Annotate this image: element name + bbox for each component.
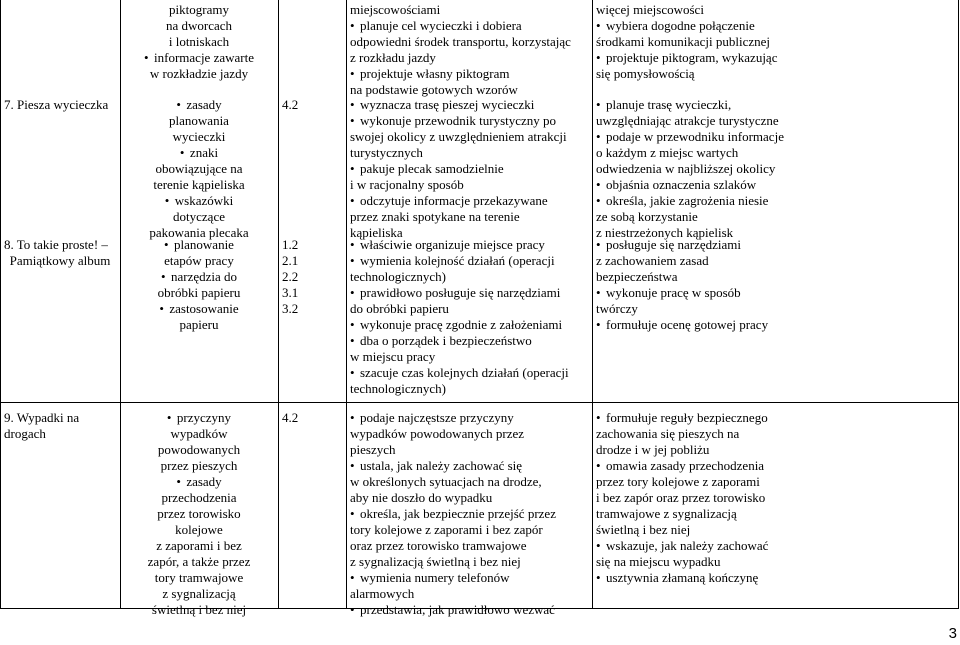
list-item <box>350 586 590 602</box>
list-item <box>596 253 956 269</box>
list-item-text: technologicznych) <box>350 381 447 396</box>
list-item <box>121 193 277 209</box>
list-item <box>596 161 956 177</box>
list-item-text: uwzględniając atrakcje turystyczne <box>596 113 779 128</box>
list-item-text: w określonych sytuacjach na drodze, <box>350 474 542 489</box>
list-item <box>350 410 590 426</box>
requirement-code: 3.1 <box>282 285 299 300</box>
list-item <box>350 2 590 18</box>
bullet-icon: • <box>144 50 149 65</box>
list-item-text: wypadków <box>170 426 228 441</box>
list-item <box>121 554 277 570</box>
row9-basic-cell <box>350 410 590 618</box>
list-item-text: formułuje reguły bezpiecznego <box>606 410 768 425</box>
list-item <box>350 177 590 193</box>
bullet-icon: • <box>176 474 181 489</box>
row7-title <box>4 97 120 113</box>
list-item <box>596 426 956 442</box>
bullet-icon: • <box>596 50 601 65</box>
list-item-text: określa, jak bezpiecznie przejść przez <box>360 506 556 521</box>
list-item <box>350 317 590 333</box>
bullet-icon: • <box>596 193 601 208</box>
list-item <box>350 209 590 225</box>
list-item-text: się pomysłowością <box>596 66 695 81</box>
bullet-icon: • <box>350 506 355 521</box>
list-item-text: zapór, a także przez <box>147 554 251 569</box>
list-item-text: znaki <box>189 145 219 160</box>
list-item <box>596 317 956 333</box>
list-item <box>350 66 590 82</box>
list-item <box>596 301 956 317</box>
list-item-text: bezpieczeństwa <box>596 269 678 284</box>
list-item-text: wymienia numery telefonów <box>360 570 510 585</box>
list-item <box>596 209 956 225</box>
requirement-code: 4.2 <box>282 410 299 425</box>
cont-content-cell <box>121 2 277 82</box>
list-item-text: z sygnalizacją <box>162 586 236 601</box>
list-item-text: wycieczki <box>172 129 226 144</box>
list-item <box>350 602 590 618</box>
list-item <box>596 129 956 145</box>
list-item-text: terenie kąpieliska <box>153 177 245 192</box>
list-item-text: miejscowościami <box>350 2 441 17</box>
list-item <box>121 161 277 177</box>
list-item <box>596 570 956 586</box>
topic-title: 8. To takie proste! – <box>4 237 108 252</box>
page-number: 3 <box>948 625 957 642</box>
list-item <box>350 381 590 397</box>
list-item <box>121 209 277 225</box>
list-item <box>121 570 277 586</box>
list-item-text: powodowanych <box>157 442 241 457</box>
list-item <box>596 113 956 129</box>
row7-content-cell <box>121 97 277 241</box>
list-item <box>350 34 590 50</box>
list-item-text: wykonuje przewodnik turystyczny po <box>360 113 557 128</box>
list-item-text: prawidłowo posługuje się narzędziami <box>360 285 561 300</box>
list-item <box>596 34 956 50</box>
list-item-text: oraz przez torowisko tramwajowe <box>350 538 527 553</box>
bullet-icon: • <box>596 317 601 332</box>
list-item <box>350 570 590 586</box>
list-item <box>596 554 956 570</box>
list-item <box>350 458 590 474</box>
list-item <box>596 285 956 301</box>
row8-req-cell <box>282 237 342 317</box>
list-item-text: posługuje się narzędziami <box>606 237 742 252</box>
list-item-text: planuje trasę wycieczki, <box>606 97 732 112</box>
list-item-text: wypadków powodowanych przez <box>350 426 525 441</box>
list-item <box>121 586 277 602</box>
list-item-text: z zachowaniem zasad <box>596 253 709 268</box>
list-item-text: i bez zapór oraz przez torowisko <box>596 490 766 505</box>
list-item-text: zasady <box>186 474 222 489</box>
bullet-icon: • <box>350 285 355 300</box>
requirement-code: 4.2 <box>282 97 299 112</box>
table-divider-col3 <box>346 0 347 608</box>
row8-basic-cell <box>350 237 590 397</box>
bullet-icon: • <box>350 253 355 268</box>
list-item <box>350 426 590 442</box>
bullet-icon: • <box>179 145 185 160</box>
list-item-text: obowiązujące na <box>155 161 243 176</box>
list-item <box>350 490 590 506</box>
row9-req-cell <box>282 410 342 426</box>
list-item-text: wybiera dogodne połączenie <box>606 18 755 33</box>
list-item-text: pakuje plecak samodzielnie <box>360 161 504 176</box>
list-item-text: pieszych <box>350 442 396 457</box>
list-item-text: etapów pracy <box>164 253 234 268</box>
list-item-text: omawia zasady przechodzenia <box>606 458 765 473</box>
list-item-text: zachowania się pieszych na <box>596 426 740 441</box>
list-item <box>350 269 590 285</box>
list-item <box>596 522 956 538</box>
list-item-text: tramwajowe z sygnalizacją <box>596 506 737 521</box>
bullet-icon: • <box>164 237 169 252</box>
bullet-icon: • <box>160 269 166 284</box>
list-item <box>121 113 277 129</box>
list-item-text: odpowiedni środek transportu, korzystając <box>350 34 571 49</box>
list-item <box>596 269 956 285</box>
list-item <box>350 506 590 522</box>
list-item <box>350 97 590 113</box>
list-item <box>350 50 590 66</box>
table-divider-row9 <box>0 402 959 403</box>
table-divider-col4 <box>592 0 593 608</box>
list-item <box>121 410 277 426</box>
topic-title: Pamiątkowy album <box>9 253 111 268</box>
list-item <box>121 253 277 269</box>
list-item <box>121 269 277 285</box>
list-item-text: przedstawia, jak prawidłowo wezwać <box>360 602 555 617</box>
text-line: piktogramy <box>169 2 229 17</box>
list-item <box>350 18 590 34</box>
list-item-text: obróbki papieru <box>157 285 241 300</box>
list-item <box>596 474 956 490</box>
list-item-text: przechodzenia <box>161 490 237 505</box>
list-item <box>596 18 956 34</box>
list-item <box>121 538 277 554</box>
list-item <box>121 145 277 161</box>
list-item <box>350 349 590 365</box>
list-item <box>596 193 956 209</box>
list-item-text: do obróbki papieru <box>350 301 449 316</box>
list-item <box>350 113 590 129</box>
list-item-text: technologicznych) <box>350 269 447 284</box>
list-item <box>596 177 956 193</box>
list-item <box>121 458 277 474</box>
list-item-text: formułuje ocenę gotowej pracy <box>606 317 769 332</box>
bullet-icon: • <box>350 237 355 252</box>
list-item-text: wskazuje, jak należy zachować <box>606 538 769 553</box>
list-item <box>596 2 956 18</box>
requirement-code: 2.2 <box>282 269 299 284</box>
cont-extended-cell <box>596 2 956 82</box>
bullet-icon: • <box>350 333 355 348</box>
list-item-text: odwiedzenia w najbliższej okolicy <box>596 161 776 176</box>
bullet-icon: • <box>596 285 601 300</box>
bullet-icon: • <box>350 570 355 585</box>
list-item <box>350 285 590 301</box>
list-item-text: aby nie doszło do wypadku <box>350 490 493 505</box>
bullet-icon: • <box>350 18 355 33</box>
list-item-text: się na miejscu wypadku <box>596 554 721 569</box>
bullet-icon: • <box>596 538 601 553</box>
list-item-text: pakowania plecaka <box>149 225 249 240</box>
list-item <box>350 193 590 209</box>
list-item-text: z rozkładu jazdy <box>350 50 436 65</box>
bullet-icon: • <box>596 177 601 192</box>
list-item-text: ustala, jak należy zachować się <box>360 458 523 473</box>
list-item <box>596 538 956 554</box>
list-item <box>350 474 590 490</box>
list-item <box>121 522 277 538</box>
list-item-text: przez znaki spotykane na terenie <box>350 209 520 224</box>
row7-extended-cell <box>596 97 956 241</box>
list-item-text: dotyczące <box>173 209 225 224</box>
bullet-icon: • <box>350 602 355 617</box>
cont-basic-cell <box>350 2 590 98</box>
list-item <box>596 442 956 458</box>
list-item-text: dba o porządek i bezpieczeństwo <box>360 333 532 348</box>
list-item-text: i w racjonalny sposób <box>350 177 464 192</box>
text-line: • informacje zawarte <box>144 50 254 65</box>
list-item-text: drodze i w jej pobliżu <box>596 442 710 457</box>
requirement-code: 2.1 <box>282 253 299 268</box>
list-item <box>121 474 277 490</box>
list-item <box>121 177 277 193</box>
requirement-code: 1.2 <box>282 237 299 252</box>
row9-content-cell <box>121 410 277 618</box>
requirement-code: 3.2 <box>282 301 299 316</box>
list-item-text: na podstawie gotowych wzorów <box>350 82 518 97</box>
list-item-text: zastosowanie <box>169 301 239 316</box>
list-item-text: twórczy <box>596 301 638 316</box>
list-item <box>121 490 277 506</box>
list-item-text: kolejowe <box>175 522 223 537</box>
list-item-text: z zaporami i bez <box>156 538 242 553</box>
list-item <box>350 253 590 269</box>
list-item <box>596 490 956 506</box>
list-item <box>596 410 956 426</box>
list-item <box>350 82 590 98</box>
list-item <box>350 129 590 145</box>
list-item <box>121 129 277 145</box>
list-item-text: objaśnia oznaczenia szlaków <box>606 177 757 192</box>
list-item-text: przez tory kolejowe z zaporami <box>596 474 760 489</box>
list-item-text: kąpieliska <box>350 225 403 240</box>
list-item <box>596 458 956 474</box>
list-item <box>596 66 956 82</box>
list-item <box>350 237 590 253</box>
list-item-text: swojej okolicy z uwzględnieniem atrakcji <box>350 129 567 144</box>
bullet-icon: • <box>350 317 355 332</box>
list-item <box>350 161 590 177</box>
bullet-icon: • <box>596 129 601 144</box>
list-item <box>350 145 590 161</box>
list-item-text: o każdym z miejsc wartych <box>596 145 739 160</box>
list-item-text: projektuje piktogram, wykazując <box>606 50 778 65</box>
bullet-icon: • <box>350 113 355 128</box>
list-item <box>121 237 277 253</box>
list-item <box>350 538 590 554</box>
list-item-text: określa, jakie zagrożenia niesie <box>606 193 769 208</box>
list-item-text: z niestrzeżonych kąpielisk <box>596 225 734 240</box>
list-item-text: wskazówki <box>174 193 234 208</box>
list-item-text: alarmowych <box>350 586 415 601</box>
list-item-text: papieru <box>179 317 219 332</box>
list-item-text: świetlną i bez niej <box>151 602 247 617</box>
row7-basic-cell <box>350 97 590 241</box>
bullet-icon: • <box>350 193 355 208</box>
bullet-icon: • <box>350 410 355 425</box>
list-item-text: podaje najczęstsze przyczyny <box>360 410 514 425</box>
list-item <box>121 97 277 113</box>
list-item <box>596 237 956 253</box>
list-item <box>596 506 956 522</box>
list-item <box>350 522 590 538</box>
row9-title <box>4 410 120 442</box>
list-item-text: usztywnia złamaną kończynę <box>606 570 759 585</box>
list-item-text: więcej miejscowości <box>596 2 704 17</box>
bullet-icon: • <box>350 365 355 380</box>
topic-title: drogach <box>4 426 46 441</box>
list-item-text: środkami komunikacji publicznej <box>596 34 771 49</box>
bullet-icon: • <box>164 193 170 208</box>
list-item-text: podaje w przewodniku informacje <box>606 129 784 144</box>
bullet-icon: • <box>350 97 355 112</box>
list-item <box>121 426 277 442</box>
table-border-left <box>0 0 1 608</box>
row8-extended-cell <box>596 237 956 333</box>
row8-content-cell <box>121 237 277 333</box>
list-item <box>121 301 277 317</box>
list-item <box>350 301 590 317</box>
list-item-text: świetlną i bez niej <box>596 522 691 537</box>
row7-req-cell <box>282 97 342 113</box>
bullet-icon: • <box>166 410 172 425</box>
bullet-icon: • <box>350 66 355 81</box>
list-item-text: turystycznych <box>350 145 423 160</box>
list-item-text: zasady <box>186 97 222 112</box>
bullet-icon: • <box>596 410 601 425</box>
bullet-icon: • <box>176 97 181 112</box>
list-item <box>350 365 590 381</box>
bullet-icon: • <box>596 18 601 33</box>
list-item-text: w miejscu pracy <box>350 349 436 364</box>
list-item-text: planuje cel wycieczki i dobiera <box>360 18 522 33</box>
list-item <box>121 317 277 333</box>
list-item-text: przyczyny <box>176 410 232 425</box>
list-item-text: narzędzia do <box>170 269 238 284</box>
list-item <box>121 285 277 301</box>
list-item-text: wykonuje pracę w sposób <box>606 285 741 300</box>
list-item <box>350 554 590 570</box>
table-border-right <box>958 0 959 608</box>
topic-title: 7. Piesza wycieczka <box>4 97 109 112</box>
bullet-icon: • <box>350 161 355 176</box>
list-item <box>596 97 956 113</box>
list-item-text: planowania <box>169 113 229 128</box>
list-item-text: przez torowisko <box>157 506 241 521</box>
list-item <box>121 442 277 458</box>
bullet-icon: • <box>596 237 601 252</box>
list-item <box>121 506 277 522</box>
list-item <box>596 50 956 66</box>
list-item <box>350 333 590 349</box>
list-item-text: tory kolejowe z zaporami i bez zapór <box>350 522 543 537</box>
row8-title <box>4 237 120 269</box>
list-item-text: ze sobą korzystanie <box>596 209 698 224</box>
bullet-icon: • <box>350 458 355 473</box>
list-item-text: z sygnalizacją świetlną i bez niej <box>350 554 521 569</box>
list-item-text: wyznacza trasę pieszej wycieczki <box>360 97 535 112</box>
topic-title: 9. Wypadki na <box>4 410 80 425</box>
table-divider-col2 <box>278 0 279 608</box>
list-item-text: projektuje własny piktogram <box>360 66 510 81</box>
list-item-text: wymienia kolejność działań (operacji <box>360 253 555 268</box>
list-item-text: przez pieszych <box>160 458 238 473</box>
list-item <box>596 145 956 161</box>
list-item-text: odczytuje informacje przekazywane <box>360 193 548 208</box>
list-item-text: planowanie <box>174 237 234 252</box>
row9-extended-cell <box>596 410 956 586</box>
bullet-icon: • <box>596 458 601 473</box>
list-item-text: tory tramwajowe <box>154 570 244 585</box>
list-item <box>121 602 277 618</box>
bullet-icon: • <box>159 301 164 316</box>
list-item-text: właściwie organizuje miejsce pracy <box>360 237 545 252</box>
text-line: i lotniskach <box>168 34 230 49</box>
text-line: w rozkładzie jazdy <box>149 66 249 81</box>
bullet-icon: • <box>596 97 601 112</box>
list-item-text: szacuje czas kolejnych działań (operacji <box>360 365 569 380</box>
text-line: na dworcach <box>165 18 233 33</box>
list-item-text: wykonuje pracę zgodnie z założeniami <box>360 317 563 332</box>
list-item <box>350 442 590 458</box>
bullet-icon: • <box>596 570 601 585</box>
